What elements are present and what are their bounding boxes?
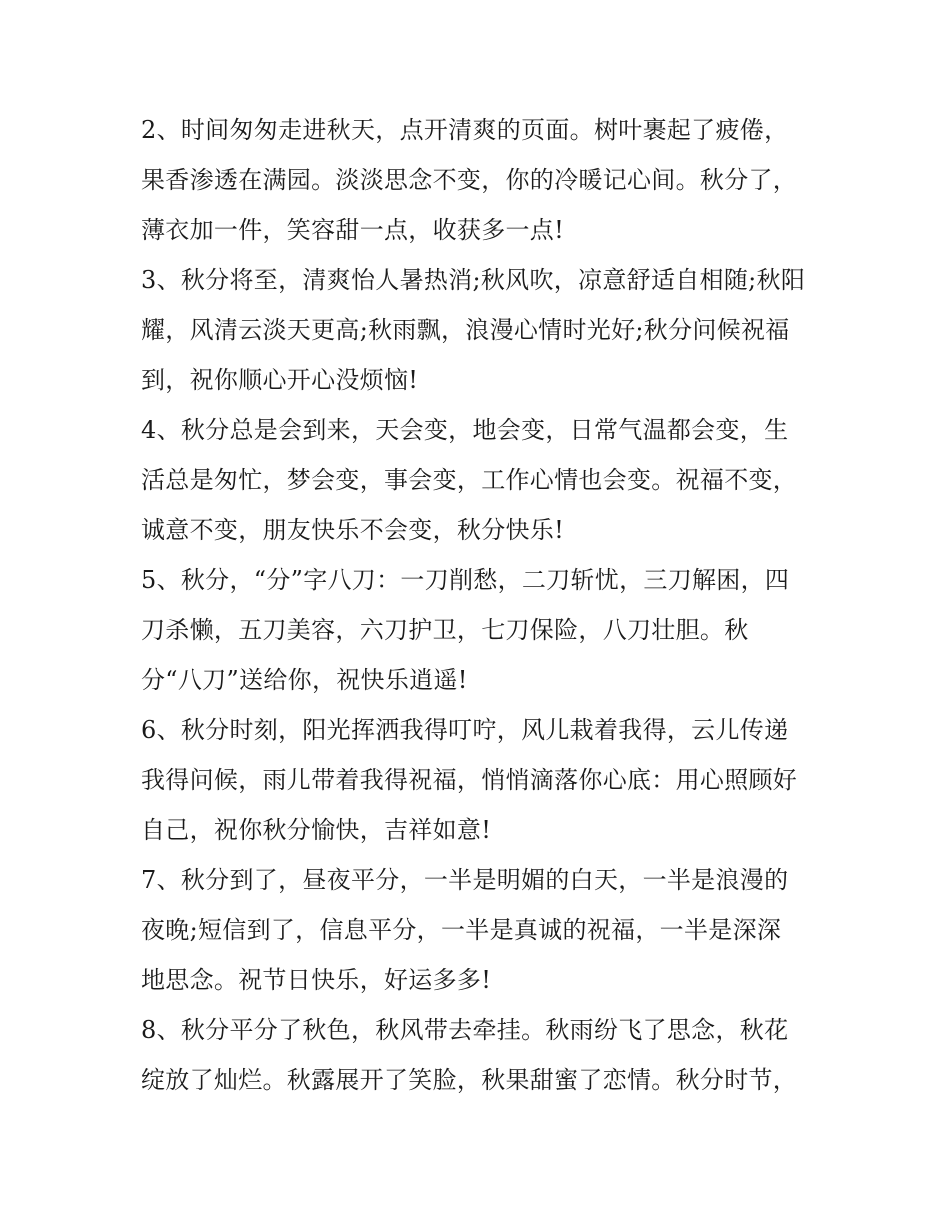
paragraph-6 (141, 705, 821, 855)
text-line: 7、秋分到了，昼夜平分，一半是明媚的白天，一半是浪漫的 (141, 866, 789, 894)
paragraph-7 (141, 855, 821, 1005)
text-line: 2、时间匆匆走进秋天，点开清爽的页面。树叶裹起了疲倦， (141, 116, 789, 144)
text-line: 诚意不变，朋友快乐不会变，秋分快乐! (141, 516, 565, 544)
text-line: 耀，风清云淡天更高;秋雨飘，浪漫心情时光好;秋分问候祝福 (141, 316, 790, 344)
text-line: 3、秋分将至，清爽怡人暑热消;秋风吹，凉意舒适自相随;秋阳 (141, 266, 806, 294)
text-line: 果香渗透在满园。淡淡思念不变，你的冷暖记心间。秋分了， (141, 166, 798, 194)
paragraph-4 (141, 405, 821, 555)
text-line: 夜晚;短信到了，信息平分，一半是真诚的祝福，一半是深深 (141, 916, 782, 944)
text-line: 自己，祝你秋分愉快，吉祥如意! (141, 816, 492, 844)
text-line: 活总是匆忙，梦会变，事会变，工作心情也会变。祝福不变， (141, 466, 798, 494)
document-body (141, 105, 821, 1105)
paragraph-5 (141, 555, 821, 705)
text-line: 地思念。祝节日快乐，好运多多! (141, 966, 492, 994)
paragraph-3 (141, 255, 821, 405)
text-line: 到，祝你顺心开心没烦恼! (141, 366, 419, 394)
text-line: 4、秋分总是会到来，天会变，地会变，日常气温都会变，生 (141, 416, 789, 444)
text-line: 8、秋分平分了秋色，秋风带去牵挂。秋雨纷飞了思念，秋花 (141, 1016, 789, 1044)
text-line: 我得问候，雨儿带着我得祝福，悄悄滴落你心底：用心照顾好 (141, 766, 798, 794)
text-line: 分“八刀”送给你，祝快乐逍遥! (141, 666, 468, 694)
text-line: 绽放了灿烂。秋露展开了笑脸，秋果甜蜜了恋情。秋分时节， (141, 1066, 798, 1094)
paragraph-8 (141, 1005, 821, 1105)
paragraph-2 (141, 105, 821, 255)
text-line: 5、秋分，“分”字八刀：一刀削愁，二刀斩忧，三刀解困，四 (141, 566, 790, 594)
text-line: 6、秋分时刻，阳光挥洒我得叮咛，风儿栽着我得，云儿传递 (141, 716, 789, 744)
text-line: 刀杀懒，五刀美容，六刀护卫，七刀保险，八刀壮胆。秋 (141, 616, 749, 644)
text-line: 薄衣加一件，笑容甜一点，收获多一点! (141, 216, 565, 244)
